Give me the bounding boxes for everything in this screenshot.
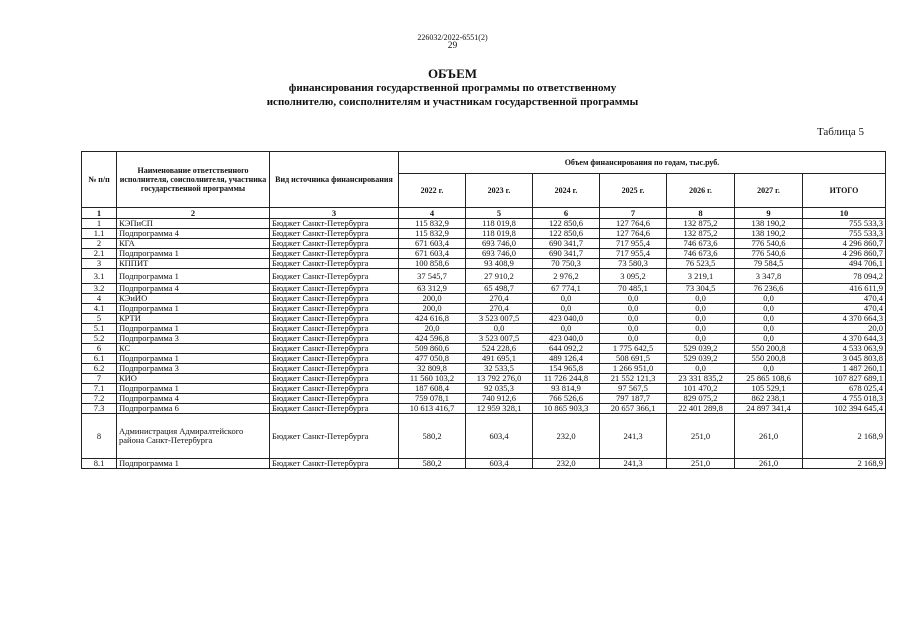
row-name-cell: КППИТ: [117, 259, 270, 269]
table-row: [82, 259, 886, 269]
row-value-cell: 4 755 018,3: [803, 394, 886, 404]
row-value-cell: 118 019,8: [466, 219, 533, 229]
row-value-cell: 93 408,9: [466, 259, 533, 269]
table-row: [82, 459, 886, 469]
header-volume: Объем финансирования по годам, тыс.руб.: [399, 152, 886, 174]
header-year: 2022 г.: [399, 174, 466, 208]
row-source-cell: Бюджет Санкт-Петербурга: [270, 459, 399, 469]
row-value-cell: 21 552 121,3: [600, 374, 667, 384]
financing-table: [81, 151, 886, 469]
table-row: [82, 324, 886, 334]
column-index: 4: [399, 208, 466, 219]
row-value-cell: 470,4: [803, 304, 886, 314]
row-value-cell: 241,3: [600, 414, 667, 459]
row-source-cell: Бюджет Санкт-Петербурга: [270, 324, 399, 334]
row-value-cell: 20,0: [803, 324, 886, 334]
row-name-cell: Подпрограмма 3: [117, 364, 270, 374]
row-value-cell: 67 774,1: [533, 284, 600, 294]
row-value-cell: 603,4: [466, 414, 533, 459]
row-value-cell: 241,3: [600, 459, 667, 469]
column-index: 6: [533, 208, 600, 219]
row-name-cell: КЭПиСП: [117, 219, 270, 229]
row-value-cell: 93 814,9: [533, 384, 600, 394]
row-value-cell: 693 746,0: [466, 249, 533, 259]
table-row: [82, 229, 886, 239]
row-value-cell: 11 560 103,2: [399, 374, 466, 384]
row-value-cell: 0,0: [667, 294, 735, 304]
row-source-cell: Бюджет Санкт-Петербурга: [270, 364, 399, 374]
row-value-cell: 423 040,0: [533, 334, 600, 344]
row-source-cell: Бюджет Санкт-Петербурга: [270, 334, 399, 344]
row-num-cell: 3.1: [82, 269, 117, 284]
row-value-cell: 550 200,8: [735, 344, 803, 354]
row-value-cell: 0,0: [600, 304, 667, 314]
row-name-cell: Подпрограмма 1: [117, 269, 270, 284]
row-value-cell: 0,0: [533, 324, 600, 334]
row-value-cell: 755 533,3: [803, 229, 886, 239]
column-index: 10: [803, 208, 886, 219]
row-value-cell: 766 526,6: [533, 394, 600, 404]
table-row: [82, 344, 886, 354]
row-value-cell: 70 750,3: [533, 259, 600, 269]
row-name-cell: Подпрограмма 4: [117, 394, 270, 404]
row-value-cell: 477 050,8: [399, 354, 466, 364]
row-value-cell: 63 312,9: [399, 284, 466, 294]
page-number: 29: [447, 41, 458, 51]
row-value-cell: 1 266 951,0: [600, 364, 667, 374]
table-row: [82, 249, 886, 259]
row-value-cell: 70 485,1: [600, 284, 667, 294]
row-value-cell: 107 827 689,1: [803, 374, 886, 384]
table-row: [82, 394, 886, 404]
row-value-cell: 3 095,2: [600, 269, 667, 284]
row-value-cell: 76 236,6: [735, 284, 803, 294]
row-num-cell: 1: [82, 219, 117, 229]
row-value-cell: 0,0: [667, 304, 735, 314]
row-value-cell: 118 019,8: [466, 229, 533, 239]
row-num-cell: 5.1: [82, 324, 117, 334]
table-row: [82, 374, 886, 384]
row-num-cell: 4.1: [82, 304, 117, 314]
row-value-cell: 416 611,9: [803, 284, 886, 294]
table-row: [82, 284, 886, 294]
row-value-cell: 122 850,6: [533, 229, 600, 239]
row-value-cell: 0,0: [667, 334, 735, 344]
row-num-cell: 7.1: [82, 384, 117, 394]
row-value-cell: 232,0: [533, 459, 600, 469]
row-value-cell: 603,4: [466, 459, 533, 469]
row-name-cell: Подпрограмма 4: [117, 284, 270, 294]
row-num-cell: 7.3: [82, 404, 117, 414]
row-value-cell: 4 370 644,3: [803, 334, 886, 344]
row-num-cell: 3: [82, 259, 117, 269]
row-name-cell: Подпрограмма 1: [117, 324, 270, 334]
row-value-cell: 0,0: [735, 294, 803, 304]
row-value-cell: 261,0: [735, 459, 803, 469]
row-num-cell: 8.1: [82, 459, 117, 469]
row-value-cell: 740 912,6: [466, 394, 533, 404]
row-source-cell: Бюджет Санкт-Петербурга: [270, 344, 399, 354]
table-row: [82, 384, 886, 394]
row-value-cell: 3 523 007,5: [466, 334, 533, 344]
row-value-cell: 829 075,2: [667, 394, 735, 404]
row-value-cell: 2 168,9: [803, 414, 886, 459]
row-value-cell: 73 580,3: [600, 259, 667, 269]
row-value-cell: 127 764,6: [600, 219, 667, 229]
row-value-cell: 0,0: [466, 324, 533, 334]
row-value-cell: 797 187,7: [600, 394, 667, 404]
row-value-cell: 509 860,6: [399, 344, 466, 354]
row-value-cell: 0,0: [667, 364, 735, 374]
row-value-cell: 717 955,4: [600, 239, 667, 249]
row-value-cell: 32 533,5: [466, 364, 533, 374]
row-value-cell: 1 775 642,5: [600, 344, 667, 354]
row-value-cell: 0,0: [735, 334, 803, 344]
row-value-cell: 23 331 835,2: [667, 374, 735, 384]
row-value-cell: 3 219,1: [667, 269, 735, 284]
row-value-cell: 690 341,7: [533, 239, 600, 249]
row-value-cell: 690 341,7: [533, 249, 600, 259]
row-num-cell: 2.1: [82, 249, 117, 259]
table-row: [82, 404, 886, 414]
row-value-cell: 489 126,4: [533, 354, 600, 364]
table-row: [82, 414, 886, 459]
row-name-cell: КГА: [117, 239, 270, 249]
row-value-cell: 470,4: [803, 294, 886, 304]
row-name-cell: Подпрограмма 1: [117, 249, 270, 259]
row-source-cell: Бюджет Санкт-Петербурга: [270, 314, 399, 324]
row-value-cell: 2 976,2: [533, 269, 600, 284]
table-row: [82, 304, 886, 314]
row-source-cell: Бюджет Санкт-Петербурга: [270, 259, 399, 269]
row-value-cell: 494 706,1: [803, 259, 886, 269]
row-value-cell: 10 865 903,3: [533, 404, 600, 414]
column-index: 7: [600, 208, 667, 219]
row-value-cell: 0,0: [735, 364, 803, 374]
row-source-cell: Бюджет Санкт-Петербурга: [270, 374, 399, 384]
row-name-cell: КЭиИО: [117, 294, 270, 304]
row-value-cell: 251,0: [667, 459, 735, 469]
table-row: [82, 219, 886, 229]
header-year: 2026 г.: [667, 174, 735, 208]
row-value-cell: 678 025,4: [803, 384, 886, 394]
row-name-cell: Подпрограмма 3: [117, 334, 270, 344]
row-value-cell: 759 078,1: [399, 394, 466, 404]
row-value-cell: 78 094,2: [803, 269, 886, 284]
row-source-cell: Бюджет Санкт-Петербурга: [270, 284, 399, 294]
document-subtitle-line-2: исполнителю, соисполнителям и участникам государственной программы: [266, 96, 639, 108]
row-name-cell: КРТИ: [117, 314, 270, 324]
row-value-cell: 100 858,6: [399, 259, 466, 269]
header-num: № п/п: [82, 152, 117, 208]
column-index: 9: [735, 208, 803, 219]
row-value-cell: 105 529,1: [735, 384, 803, 394]
table-row: [82, 269, 886, 284]
row-num-cell: 7: [82, 374, 117, 384]
row-value-cell: 132 875,2: [667, 229, 735, 239]
column-index: 5: [466, 208, 533, 219]
row-value-cell: 101 470,2: [667, 384, 735, 394]
row-value-cell: 529 039,2: [667, 344, 735, 354]
row-value-cell: 491 695,1: [466, 354, 533, 364]
row-value-cell: 127 764,6: [600, 229, 667, 239]
row-value-cell: 746 673,6: [667, 249, 735, 259]
table-row: [82, 354, 886, 364]
row-name-cell: КИО: [117, 374, 270, 384]
row-value-cell: 97 567,5: [600, 384, 667, 394]
row-source-cell: Бюджет Санкт-Петербурга: [270, 294, 399, 304]
row-value-cell: 693 746,0: [466, 239, 533, 249]
row-value-cell: 200,0: [399, 304, 466, 314]
row-value-cell: 424 596,8: [399, 334, 466, 344]
row-value-cell: 187 608,4: [399, 384, 466, 394]
row-value-cell: 580,2: [399, 414, 466, 459]
row-value-cell: 22 401 289,8: [667, 404, 735, 414]
row-source-cell: Бюджет Санкт-Петербурга: [270, 414, 399, 459]
row-value-cell: 0,0: [735, 314, 803, 324]
row-source-cell: Бюджет Санкт-Петербурга: [270, 384, 399, 394]
row-value-cell: 424 616,8: [399, 314, 466, 324]
row-name-cell: Администрация Адмиралтейского района Санкт-Петербурга: [117, 414, 270, 459]
row-value-cell: 154 965,8: [533, 364, 600, 374]
row-value-cell: 32 809,8: [399, 364, 466, 374]
row-value-cell: 0,0: [735, 324, 803, 334]
table-row: [82, 364, 886, 374]
row-num-cell: 2: [82, 239, 117, 249]
row-value-cell: 79 584,5: [735, 259, 803, 269]
header-name: Наименование ответственного исполнителя, соисполнителя, участника государственной программы: [117, 152, 270, 208]
row-value-cell: 4 370 664,3: [803, 314, 886, 324]
row-num-cell: 5.2: [82, 334, 117, 344]
row-num-cell: 3.2: [82, 284, 117, 294]
row-value-cell: 27 910,2: [466, 269, 533, 284]
row-value-cell: 671 603,4: [399, 249, 466, 259]
row-name-cell: Подпрограмма 1: [117, 384, 270, 394]
table-row: [82, 239, 886, 249]
row-value-cell: 776 540,6: [735, 239, 803, 249]
row-value-cell: 270,4: [466, 294, 533, 304]
row-source-cell: Бюджет Санкт-Петербурга: [270, 404, 399, 414]
row-value-cell: 132 875,2: [667, 219, 735, 229]
row-value-cell: 12 959 328,1: [466, 404, 533, 414]
document-code: 226032/2022-6551(2): [417, 33, 488, 42]
column-index: 3: [270, 208, 399, 219]
row-value-cell: 73 304,5: [667, 284, 735, 294]
row-value-cell: 24 897 341,4: [735, 404, 803, 414]
row-value-cell: 2 168,9: [803, 459, 886, 469]
row-value-cell: 0,0: [533, 304, 600, 314]
row-value-cell: 10 613 416,7: [399, 404, 466, 414]
row-value-cell: 644 092,2: [533, 344, 600, 354]
table-row: [82, 334, 886, 344]
row-value-cell: 0,0: [600, 294, 667, 304]
document-title: ОБЪЕМ: [427, 66, 478, 81]
row-source-cell: Бюджет Санкт-Петербурга: [270, 394, 399, 404]
header-source: Вид источника финансирования: [270, 152, 399, 208]
row-num-cell: 5: [82, 314, 117, 324]
row-source-cell: Бюджет Санкт-Петербурга: [270, 304, 399, 314]
row-value-cell: 508 691,5: [600, 354, 667, 364]
row-source-cell: Бюджет Санкт-Петербурга: [270, 249, 399, 259]
row-value-cell: 11 726 244,8: [533, 374, 600, 384]
row-value-cell: 755 533,3: [803, 219, 886, 229]
row-value-cell: 746 673,6: [667, 239, 735, 249]
row-value-cell: 3 523 007,5: [466, 314, 533, 324]
row-value-cell: 717 955,4: [600, 249, 667, 259]
row-value-cell: 138 190,2: [735, 229, 803, 239]
document-subtitle-line-1: финансирования государственной программы по ответственному: [288, 82, 617, 94]
table-row: [82, 294, 886, 304]
row-value-cell: 550 200,8: [735, 354, 803, 364]
row-value-cell: 4 296 860,7: [803, 239, 886, 249]
table-body: [82, 219, 886, 469]
row-value-cell: 671 603,4: [399, 239, 466, 249]
row-num-cell: 6.2: [82, 364, 117, 374]
row-source-cell: Бюджет Санкт-Петербурга: [270, 269, 399, 284]
row-value-cell: 0,0: [667, 314, 735, 324]
row-value-cell: 524 228,6: [466, 344, 533, 354]
header-year: 2027 г.: [735, 174, 803, 208]
row-value-cell: 862 238,1: [735, 394, 803, 404]
row-value-cell: 65 498,7: [466, 284, 533, 294]
row-value-cell: 0,0: [600, 324, 667, 334]
column-index: 2: [117, 208, 270, 219]
row-value-cell: 0,0: [667, 324, 735, 334]
row-value-cell: 4 296 860,7: [803, 249, 886, 259]
row-source-cell: Бюджет Санкт-Петербурга: [270, 239, 399, 249]
row-value-cell: 0,0: [600, 334, 667, 344]
row-value-cell: 25 865 108,6: [735, 374, 803, 384]
row-value-cell: 580,2: [399, 459, 466, 469]
row-source-cell: Бюджет Санкт-Петербурга: [270, 229, 399, 239]
table-label: Таблица 5: [816, 126, 864, 138]
row-value-cell: 261,0: [735, 414, 803, 459]
row-name-cell: Подпрограмма 1: [117, 304, 270, 314]
header-total: ИТОГО: [803, 174, 886, 208]
row-value-cell: 92 035,3: [466, 384, 533, 394]
row-num-cell: 8: [82, 414, 117, 459]
row-value-cell: 0,0: [735, 304, 803, 314]
row-name-cell: Подпрограмма 1: [117, 459, 270, 469]
row-value-cell: 76 523,5: [667, 259, 735, 269]
row-value-cell: 102 394 645,4: [803, 404, 886, 414]
row-value-cell: 232,0: [533, 414, 600, 459]
row-value-cell: 1 487 260,1: [803, 364, 886, 374]
row-value-cell: 270,4: [466, 304, 533, 314]
row-value-cell: 4 533 063,9: [803, 344, 886, 354]
row-value-cell: 529 039,2: [667, 354, 735, 364]
row-value-cell: 122 850,6: [533, 219, 600, 229]
row-value-cell: 423 040,0: [533, 314, 600, 324]
row-value-cell: 3 045 803,8: [803, 354, 886, 364]
row-value-cell: 20,0: [399, 324, 466, 334]
row-num-cell: 4: [82, 294, 117, 304]
row-value-cell: 138 190,2: [735, 219, 803, 229]
row-value-cell: 115 832,9: [399, 229, 466, 239]
row-value-cell: 13 792 276,0: [466, 374, 533, 384]
row-value-cell: 3 347,8: [735, 269, 803, 284]
row-num-cell: 6: [82, 344, 117, 354]
row-source-cell: Бюджет Санкт-Петербурга: [270, 219, 399, 229]
header-year: 2023 г.: [466, 174, 533, 208]
row-name-cell: Подпрограмма 6: [117, 404, 270, 414]
row-value-cell: 0,0: [533, 294, 600, 304]
row-value-cell: 251,0: [667, 414, 735, 459]
row-source-cell: Бюджет Санкт-Петербурга: [270, 354, 399, 364]
row-name-cell: КС: [117, 344, 270, 354]
row-num-cell: 7.2: [82, 394, 117, 404]
row-num-cell: 1.1: [82, 229, 117, 239]
row-value-cell: 115 832,9: [399, 219, 466, 229]
header-year: 2024 г.: [533, 174, 600, 208]
column-index: 1: [82, 208, 117, 219]
row-value-cell: 37 545,7: [399, 269, 466, 284]
row-value-cell: 200,0: [399, 294, 466, 304]
row-name-cell: Подпрограмма 1: [117, 354, 270, 364]
column-index: 8: [667, 208, 735, 219]
row-num-cell: 6.1: [82, 354, 117, 364]
row-value-cell: 776 540,6: [735, 249, 803, 259]
row-value-cell: 0,0: [600, 314, 667, 324]
row-value-cell: 20 657 366,1: [600, 404, 667, 414]
header-year: 2025 г.: [600, 174, 667, 208]
row-name-cell: Подпрограмма 4: [117, 229, 270, 239]
table-row: [82, 314, 886, 324]
